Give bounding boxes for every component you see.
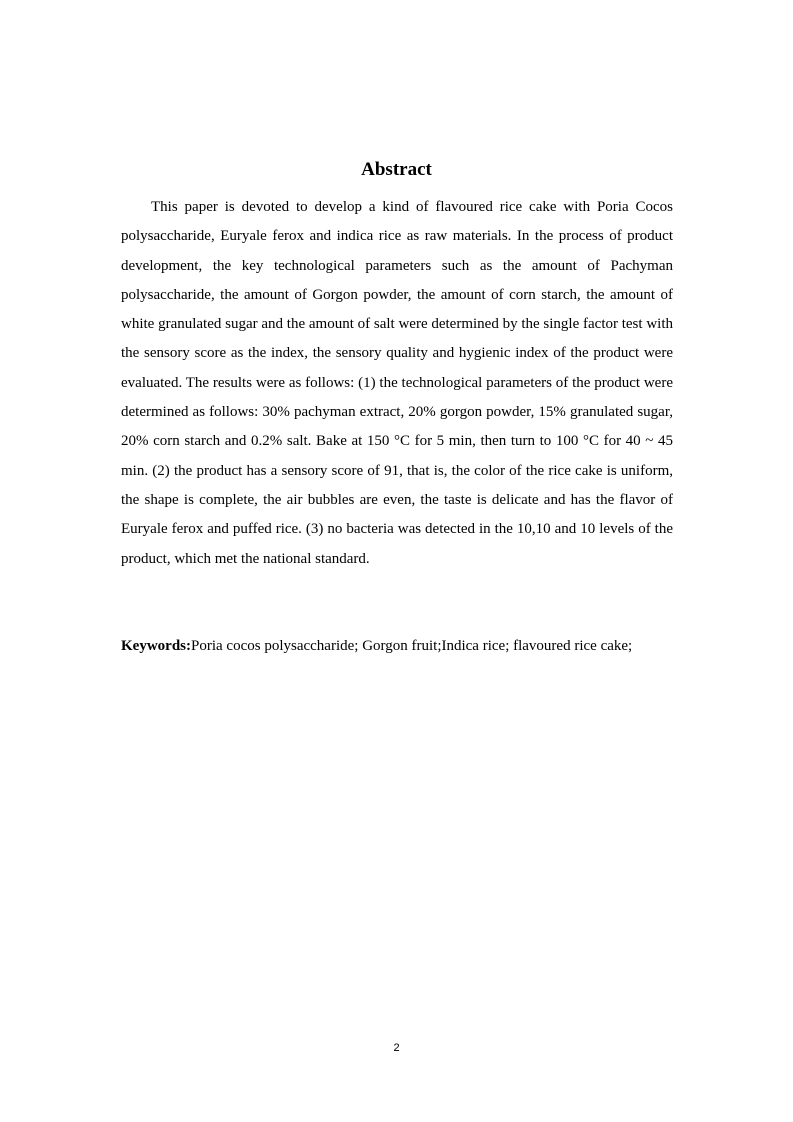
keywords-line	[121, 632, 681, 661]
page-number: 2	[393, 1042, 400, 1054]
abstract-body: This paper is devoted to develop a kind of flavoured rice cake with Poria Cocos polysaccharide, Euryale ferox and indica rice as raw materials. In the process of product development, the key technological parameters such as the amount of Pachyman polysaccharide, the amount of Gorgon powder, the amount of corn starch, the amount of white granulated sugar and the amount of salt were determined by the single factor test with the sensory score as the index, the sensory quality and hygienic index of the product were evaluated. The results were as follows: (1) the technological parameters of the product were determined as follows: 30% pachyman extract, 20% gorgon powder, 15% granulated sugar, 20% corn starch and 0.2% salt. Bake at 150 °C for 5 min, then turn to 100 °C for 40 ~ 45 min. (2) the product has a sensory score of 91, that is, the color of the rice cake is uniform, the shape is complete, the air bubbles are even, the taste is delicate and has the flavor of Euryale ferox and puffed rice. (3) no bacteria was detected in the 10,10 and 10 levels of the product, which met the national standard.	[121, 199, 673, 567]
abstract-title: Abstract	[361, 159, 432, 180]
keywords-text: Poria cocos polysaccharide; Gorgon fruit;Indica rice; flavoured rice cake;	[191, 638, 633, 654]
keywords-label: Keywords:	[121, 638, 191, 654]
